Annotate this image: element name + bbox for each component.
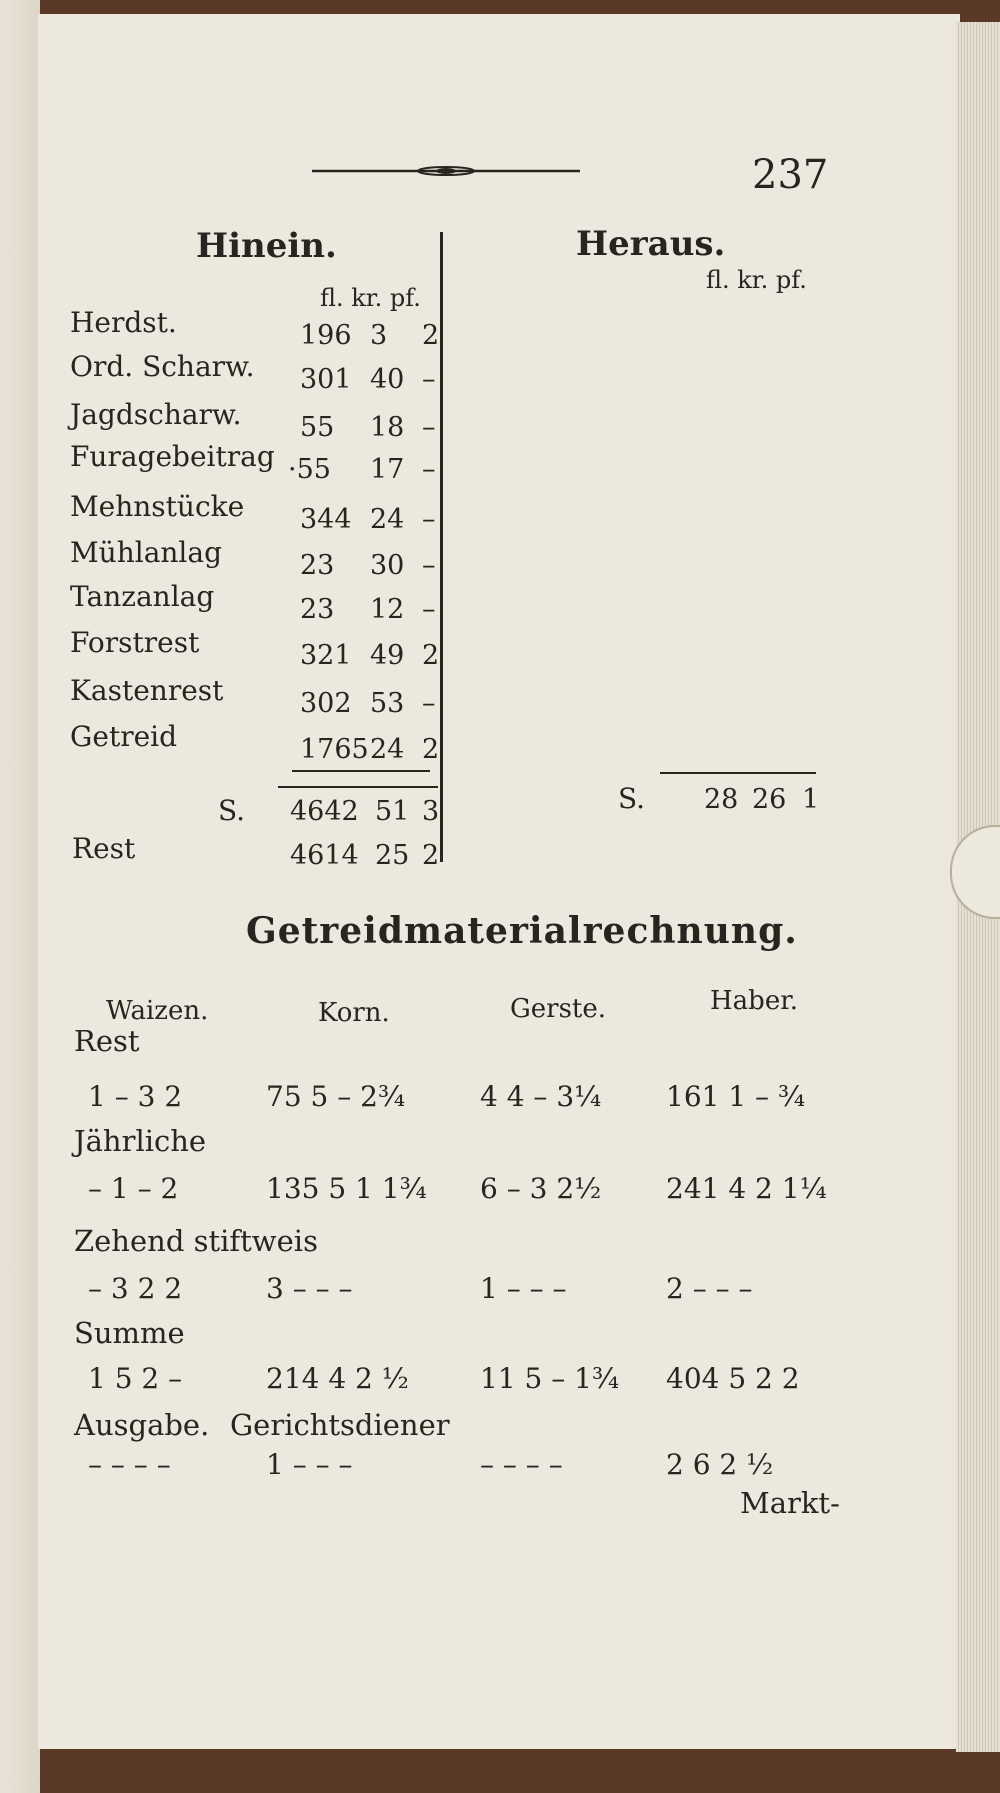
material-value: 1 – – – <box>266 1448 353 1481</box>
left-row-kr: 18 <box>370 412 405 443</box>
left-row-label: Herdst. <box>70 306 177 339</box>
catchword: Markt- <box>740 1486 840 1520</box>
left-rest-label: Rest <box>72 832 136 865</box>
material-value: 1 – 3 2 <box>88 1080 183 1113</box>
right-sum-kr: 26 <box>752 784 787 815</box>
material-value: – 3 2 2 <box>88 1272 183 1305</box>
material-col-waizen: Waizen. <box>106 996 209 1026</box>
left-row-kr: 12 <box>370 594 405 625</box>
left-row-fl: 344 <box>300 504 352 535</box>
left-row-pf: – <box>422 504 436 535</box>
left-sum-fl: 4642 <box>290 796 359 827</box>
left-rest-fl: 4614 <box>290 840 359 871</box>
left-row-pf: – <box>422 412 436 443</box>
left-row-label: Tanzanlag <box>70 580 215 613</box>
material-value: 11 5 – 1¾ <box>480 1362 620 1395</box>
material-value: – – – – <box>88 1448 171 1481</box>
left-row-fl: 301 <box>300 364 352 395</box>
left-col-header: fl. kr. pf. <box>320 284 421 312</box>
material-section-label: Zehend stiftweis <box>74 1224 318 1258</box>
left-row-pf: 2 <box>422 640 440 671</box>
left-row-pf: – <box>422 550 436 581</box>
left-row-fl: 1765 <box>300 734 369 765</box>
material-value: 75 5 – 2¾ <box>266 1080 406 1113</box>
left-row-fl: 321 <box>300 640 352 671</box>
material-title: Getreidmaterialrechnung. <box>246 910 798 952</box>
left-row-label: Kastenrest <box>70 674 224 707</box>
left-row-kr: 53 <box>370 688 405 719</box>
material-col-korn: Korn. <box>318 998 390 1028</box>
left-row-label: Forstrest <box>70 626 200 659</box>
column-divider <box>440 232 443 862</box>
material-value: 1 5 2 – <box>88 1362 183 1395</box>
material-value: 241 4 2 1¼ <box>666 1172 827 1205</box>
getreid-underline <box>292 770 430 772</box>
header-ornament <box>312 166 580 176</box>
left-row-label: Getreid <box>70 720 178 753</box>
left-row-pf: 2 <box>422 734 440 765</box>
material-col-gerste: Gerste. <box>510 994 607 1024</box>
left-row-fl: 23 <box>300 594 335 625</box>
left-sum-label: S. <box>218 794 246 827</box>
left-row-kr: 49 <box>370 640 405 671</box>
right-account-title: Heraus. <box>576 224 726 264</box>
left-row-pf: 2 <box>422 320 440 351</box>
material-col-haber: Haber. <box>710 986 799 1016</box>
material-section-label: Ausgabe. <box>74 1408 210 1442</box>
left-row-pf: – <box>422 688 436 719</box>
left-row-kr: 24 <box>370 504 405 535</box>
right-sum-pf: 1 <box>802 784 820 815</box>
left-row-kr: 40 <box>370 364 405 395</box>
right-sum-label: S. <box>618 782 646 815</box>
left-row-fl: ·55 <box>288 454 331 485</box>
left-row-fl: 302 <box>300 688 352 719</box>
material-section-sublabel: Gerichtsdiener <box>230 1408 450 1442</box>
right-col-header: fl. kr. pf. <box>706 266 807 294</box>
left-row-kr: 30 <box>370 550 405 581</box>
material-section-label: Summe <box>74 1316 185 1350</box>
left-sum-pf: 3 <box>422 796 440 827</box>
left-account-title: Hinein. <box>196 226 337 266</box>
left-row-label: Furagebeitrag <box>70 440 275 473</box>
left-rest-kr: 25 <box>375 840 410 871</box>
right-sum-rule <box>660 772 816 774</box>
left-sum-kr: 51 <box>375 796 410 827</box>
material-value: 6 – 3 2½ <box>480 1172 602 1205</box>
left-row-kr: 17 <box>370 454 405 485</box>
material-value: 161 1 – ¾ <box>666 1080 806 1113</box>
left-row-fl: 196 <box>300 320 352 351</box>
material-value: 2 – – – <box>666 1272 753 1305</box>
left-row-kr: 24 <box>370 734 405 765</box>
right-sum-fl: 28 <box>704 784 739 815</box>
left-row-pf: – <box>422 454 436 485</box>
left-row-kr: 3 <box>370 320 388 351</box>
page-number: 237 <box>752 152 829 198</box>
material-value: 135 5 1 1¾ <box>266 1172 427 1205</box>
book-spine <box>0 0 40 1793</box>
material-value: 214 4 2 ½ <box>266 1362 409 1395</box>
left-row-fl: 23 <box>300 550 335 581</box>
material-section-label: Jährliche <box>74 1124 207 1158</box>
left-row-pf: – <box>422 364 436 395</box>
material-value: 3 – – – <box>266 1272 353 1305</box>
left-row-pf: – <box>422 594 436 625</box>
left-rest-pf: 2 <box>422 840 440 871</box>
sum-rule <box>278 786 438 788</box>
left-row-label: Jagdscharw. <box>70 398 242 431</box>
material-section-label: Rest <box>74 1024 140 1058</box>
left-row-label: Mühlanlag <box>70 536 222 569</box>
left-row-label: Mehnstücke <box>70 490 245 523</box>
material-value: 2 6 2 ½ <box>666 1448 774 1481</box>
material-value: – 1 – 2 <box>88 1172 179 1205</box>
material-value: 404 5 2 2 <box>666 1362 800 1395</box>
left-row-label: Ord. Scharw. <box>70 350 255 383</box>
left-row-fl: 55 <box>300 412 335 443</box>
material-value: – – – – <box>480 1448 563 1481</box>
material-value: 4 4 – 3¼ <box>480 1080 602 1113</box>
material-value: 1 – – – <box>480 1272 567 1305</box>
